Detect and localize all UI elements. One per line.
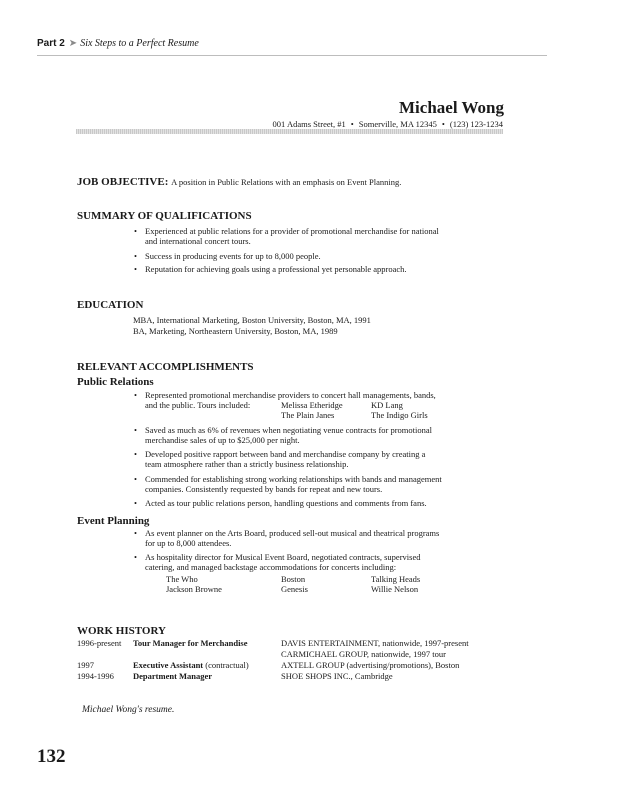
part-label: Part 2 [37,38,65,49]
work-history-heading: WORK HISTORY [77,625,166,637]
pr-item-line: Saved as much as 6% of revenues when negotiating venue contracts for promotional [145,425,433,435]
pr-item-line: merchandise sales of up to $25,000 per night. [145,435,300,445]
bullet: • [134,474,137,484]
contact-line [273,119,503,129]
concert-name: The Who [166,574,198,584]
tour-name: KD Lang [371,400,403,410]
bullet-separator: • [441,119,445,129]
education-heading: EDUCATION [77,299,144,311]
running-header [37,38,199,49]
bullet-separator: • [350,119,354,129]
ep-item-line: As event planner on the Arts Board, produced sell-out musical and theatrical programs [145,528,440,538]
education-line: MBA, International Marketing, Boston University, Boston, MA, 1991 [133,315,371,325]
work-title-line [133,660,249,671]
summary-heading: SUMMARY OF QUALIFICATIONS [77,210,252,222]
header-rule [37,55,547,56]
address: 001 Adams Street, #1 [272,119,346,129]
bullet: • [134,264,137,274]
concert-name: Willie Nelson [371,584,419,594]
public-relations-heading: Public Relations [77,376,154,388]
summary-item-line: Experienced at public relations for a provider of promotional merchandise for national [145,226,439,236]
concert-name: Genesis [281,584,308,594]
ep-item-line: As hospitality director for Musical Event Board, negotiated contracts, supervised [145,552,421,562]
bullet: • [134,498,137,508]
ep-item-line: catering, and managed backstage accommodations for concerts including: [145,562,397,572]
bullet: • [134,552,137,562]
bullet: • [134,449,137,459]
bullet: • [134,251,137,261]
education-line: BA, Marketing, Northeastern University, Boston, MA, 1989 [133,326,338,336]
accomplishments-heading: RELEVANT ACCOMPLISHMENTS [77,361,254,373]
work-title: Department Manager [133,671,213,681]
pr-item-line: Acted as tour public relations person, handling questions and comments from fans. [145,498,427,508]
work-dates: 1997 [77,660,94,670]
ep-item-line: for up to 8,000 attendees. [145,538,232,548]
pr-item-line: Commended for establishing strong working relationships with bands and management [145,474,442,484]
resume-name: Michael Wong [399,98,504,117]
bullet: • [134,425,137,435]
tour-name: Melissa Etheridge [281,400,343,410]
work-company: AXTELL GROUP (advertising/promotions), Boston [281,660,460,670]
phone: (123) 123-1234 [449,119,503,129]
pr-item-line: team atmosphere rather than a strictly business relationship. [145,459,349,469]
pr-item-line: and the public. Tours included: [145,400,251,410]
summary-item-line: Reputation for achieving goals using a professional yet personable approach. [145,264,407,274]
objective-label: JOB OBJECTIVE: [77,176,169,188]
bullet: • [134,390,137,400]
work-title: Executive Assistant [133,660,204,670]
shaded-divider [76,129,503,134]
work-dates: 1996-present [77,638,122,648]
city: Somerville, MA 12345 [358,119,437,129]
tour-name: The Indigo Girls [371,410,428,420]
work-note: (contractual) [205,660,249,670]
bullet: • [134,528,137,538]
summary-item-line: Success in producing events for up to 8,000 people. [145,251,321,261]
figure-caption: Michael Wong's resume. [82,705,175,715]
objective [77,176,401,188]
pr-item-line: Represented promotional merchandise providers to concert hall managements, bands, [145,390,436,400]
chapter-title: Six Steps to a Perfect Resume [80,38,199,49]
concert-name: Jackson Browne [166,584,222,594]
arrow-icon: ➤ [68,38,78,49]
objective-text: A position in Public Relations with an emphasis on Event Planning. [171,177,402,187]
event-planning-heading: Event Planning [77,515,150,527]
tour-name: The Plain Janes [281,410,335,420]
work-company: SHOE SHOPS INC., Cambridge [281,671,393,681]
work-company: CARMICHAEL GROUP, nationwide, 1997 tour [281,649,446,659]
page-number: 132 [37,746,66,767]
concert-name: Boston [281,574,306,584]
pr-item-line: Developed positive rapport between band and merchandise company by creating a [145,449,426,459]
bullet: • [134,226,137,236]
work-title: Tour Manager for Merchandise [133,638,248,648]
summary-item-line: and international concert tours. [145,236,251,246]
pr-item-line: companies. Consistently requested by bands for repeat and new tours. [145,484,383,494]
work-company: DAVIS ENTERTAINMENT, nationwide, 1997-present [281,638,469,648]
work-dates: 1994-1996 [77,671,114,681]
concert-name: Talking Heads [371,574,421,584]
